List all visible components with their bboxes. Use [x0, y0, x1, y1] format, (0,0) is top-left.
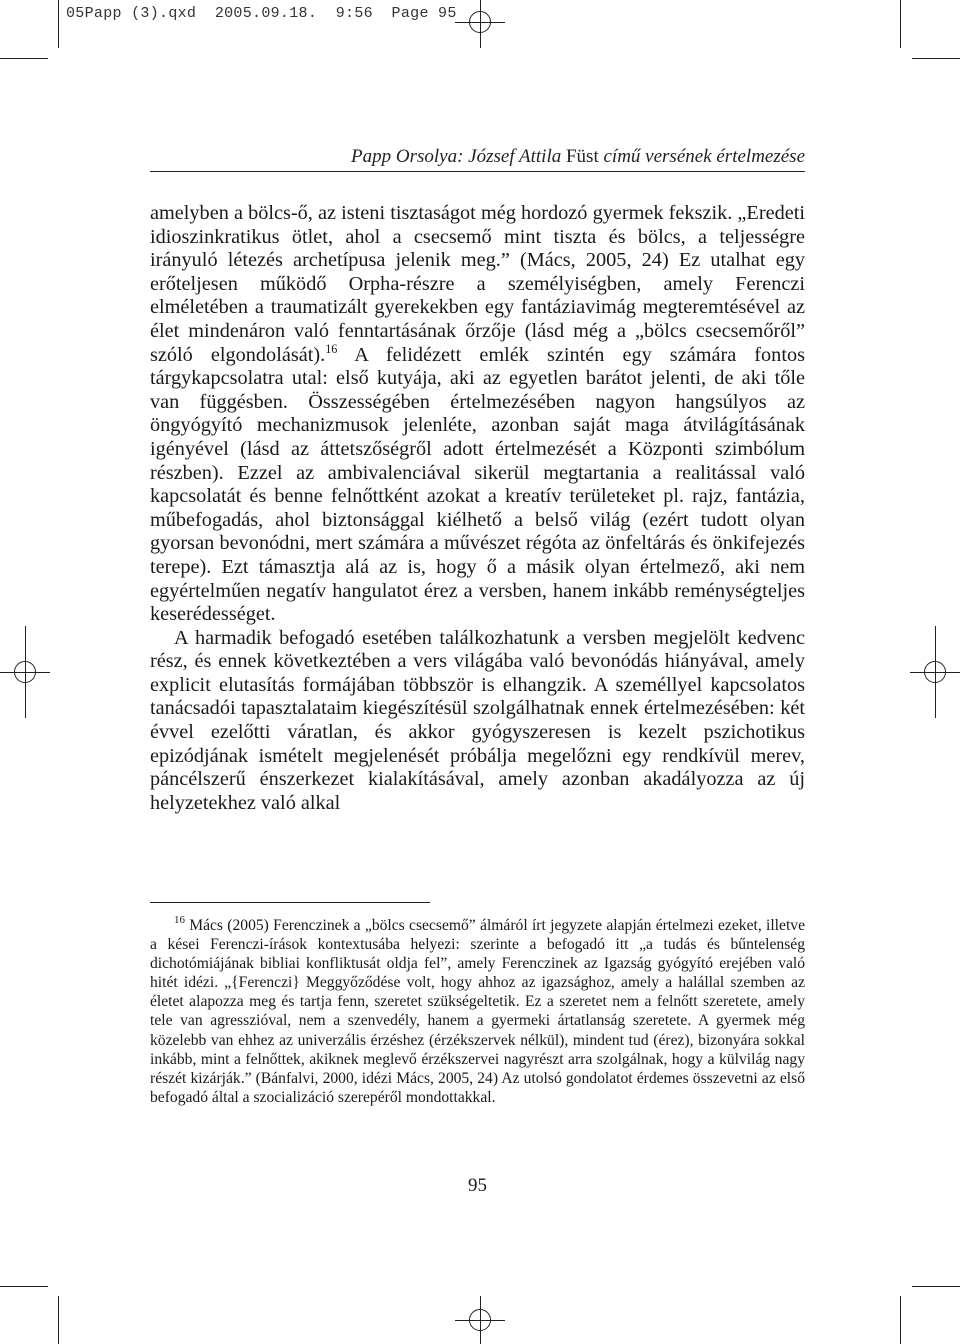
paragraph-2: A harmadik befogadó esetében találkozhatunk a versben megjelölt kedvenc rész, és ennek következtében a vers világába való bevonódás hiányával, amely explicit elutasítás formájában többször is elhangzik. A személlyel kapcsolatos tanácsadói tapasztalataim kiegészítésül szolgálhatnak ennek értelmezésében: két évvel ezelőtti váratlan, és akkor gyógyszeresen is kezelt pszichotikus epizódjának ismételt megjelenését próbálja megelőzni egy rendkívül merev, páncélszerű énszerkezet kialakításával, amely azonban akadályozza az új helyzetekhez való alkal: [150, 626, 805, 814]
crop-mark-top-right: [900, 0, 901, 48]
paragraph-1: [150, 202, 805, 627]
running-head: [150, 146, 805, 168]
footnote-reference: 16: [325, 341, 338, 356]
paragraph-1-text-a: amelyben a bölcs-ő, az isteni tisztaságot még hordozó gyermek fekszik. „Eredeti idioszinkratikus ötlet, ahol a csecsemő mint tiszta és bölcs, a teljességre irányuló létezés archetípusa jelenik meg.” (Mács, 2005, 24) Ez utalhat egy erőteljesen működő Orpha-részre a személyiségben, amely Ferenczi elméletében a traumatizált gyerekekben egy fantáziavimág megteremtésével az élet mindenáron való fenntartásának őrzője (lásd még a „bölcs csecsemőről” szóló elgondolását).: [150, 202, 805, 366]
footnote-number: 16: [174, 913, 185, 926]
crop-mark-bottom-right-horizontal: [912, 1286, 960, 1287]
paragraph-1-text-b: A felidézett emlék szintén egy számára fontos tárgykapcsolatra utal: első kutyája, aki az egyetlen barátot jelenti, de aki tőle van függésben. Összességében értelmezésében nagyon hangsúlyos az öngyógyító mechanizmusok jelenléte, azonban saját maga átvilágításának igényével (lásd az áttetszőségről adott értelmezését a Központi szimbólum részben). Ezzel az ambivalenciával sikerül megtartania a realitással való kapcsolatát és benne felnőttként azokat a kreatív területeket pl. rajz, fantázia, műbefogadás, ahol biztonsággal kiélhető a belső világ (ezért tudott olyan gyorsan bevonódni, mert számára a művészet régóta az önfeltárás és önkifejezés terepe). Ezt támasztja alá az is, hogy ő a másik olyan értelmező, aki nem egyértelműen negatív hangulatot érez a versben, hanem inkább reménységteljes keserédességet.: [150, 343, 805, 626]
footnote-text: Mács (2005) Ferenczinek a „bölcs csecsemő” álmáról írt jegyzete alapján értelmezi ezeket, illetve a kései Ferenczi-írások kontextusába helyezi: szerinte a befogadó itt „a tudás és bűntelenség dichotómiájának bibliai konfliktusát oldja fel”, amely Ferenczinek az Igazság gyógyító erejében való hitét idézi. „{Ferenczi} Meggyőződése volt, hogy ahhoz az igazsághoz, amely a halállal szemben az életet alapozza meg és tartja fenn, szeretet szükségeltetik. Ez a szeretet nem a felnőtt szeretete, amely tele van agresszióval, nem a szenvedély, hanem a gyermeki ártatlanság szeretete. A gyermek még közelebb van ehhez az univerzális érzéshez (érzékszervek nélkül), mindent tud (érez), bizonyára sokkal inkább, mint a felnőttek, akiknek meglevő érzékszervei nagyrészt arra szolgálnak, hogy a külvilág nagy részét kizárják.” (Bánfalvi, 2000, idézi Mács, 2005, 24) Az utolsó gondolatot érdemes összevetni az első befogadó által a szocializáció szerepéről mondottakkal.: [150, 917, 805, 1106]
registration-mark-bottom-circle: [469, 1309, 491, 1331]
registration-mark-right-circle: [924, 661, 946, 683]
crop-mark-bottom-right: [900, 1296, 901, 1344]
running-head-author: Papp Orsolya: József Attila: [351, 146, 562, 167]
print-slug: 05Papp (3).qxd 2005.09.18. 9:56 Page 95: [66, 5, 457, 22]
running-head-rule: [150, 171, 805, 172]
running-head-rest: című versének értelmezése: [603, 146, 805, 167]
crop-mark-bottom-left: [58, 1296, 59, 1344]
crop-mark-top-left-horizontal: [0, 58, 48, 59]
footnote: [150, 913, 805, 1107]
body-text: [150, 202, 805, 815]
crop-mark-top-left: [58, 0, 59, 48]
crop-mark-bottom-left-horizontal: [0, 1286, 48, 1287]
page-number: 95: [468, 1175, 487, 1196]
registration-mark-top-circle: [469, 11, 491, 33]
footnote-rule: [150, 902, 430, 903]
registration-mark-left-circle: [14, 661, 36, 683]
crop-mark-top-right-horizontal: [912, 58, 960, 59]
running-head-poem-title: Füst: [565, 146, 599, 167]
